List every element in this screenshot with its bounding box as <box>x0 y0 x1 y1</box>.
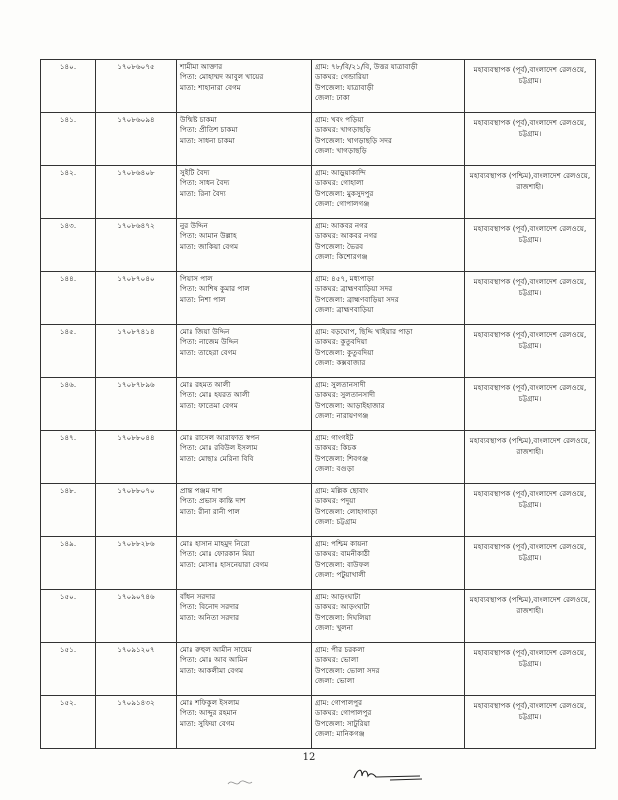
posting-cell <box>465 60 596 113</box>
address-district: জেলা: ঢাকা <box>315 93 350 103</box>
address-cell <box>312 431 465 484</box>
address-cell <box>312 537 465 590</box>
address-post-office: ডাকঘর: সুলতানসাদী <box>315 390 376 400</box>
posting-office: মহাব্যবস্থাপক (পূর্ব),বাংলাদেশ রেলওয়ে, চট্টগ্রাম। <box>473 277 587 297</box>
serial-number: ১৪৮. <box>59 486 77 495</box>
address-cell <box>312 113 465 166</box>
roll-cell <box>96 219 177 272</box>
posting-cell <box>465 537 596 590</box>
address-post-office: ডাকঘর: আকবর নগর <box>315 231 378 241</box>
candidate-name: উন্মিষ্ট চাকমা <box>180 115 217 124</box>
table-row <box>41 484 596 537</box>
name-cell <box>177 643 312 696</box>
mother-name: মাতা: রীনা রানী পাল <box>180 506 240 516</box>
address-village: গ্রাম: বড়ঘোপ, ছিদ্দি খাইয়ার পাড়া <box>315 327 413 336</box>
posting-office: মহাব্যবস্থাপক (পশ্চিম),বাংলাদেশ রেলওয়ে, রাজশাহী। <box>469 595 591 615</box>
address-upazila: উপজেলা: ভোলা সদর <box>315 665 380 675</box>
address-district: জেলা: ব্রাহ্মণবাড়িয়া <box>315 305 374 315</box>
father-name: পিতা: মোঃ আব আমিন <box>180 655 248 665</box>
address-cell <box>312 60 465 113</box>
mother-name: মাতা: মোছাঃ মেরিনা বিবি <box>180 453 254 463</box>
address-upazila: উপজেলা: সাটুরিয়া <box>315 718 371 728</box>
roll-number: ১৭০৯১২০৭ <box>117 645 155 654</box>
candidate-table <box>40 59 596 749</box>
name-cell <box>177 431 312 484</box>
address-village: গ্রাম: গাংগইট <box>315 433 354 442</box>
table-row <box>41 378 596 431</box>
father-name: পিতা: মোঃ রবিউল ইসলাম <box>180 443 258 453</box>
name-cell <box>177 484 312 537</box>
address-post-office: ডাকঘর: পদুয়া <box>315 496 356 506</box>
address-post-office: ডাকঘর: কিচক <box>315 443 357 453</box>
candidate-name: পিয়াস পাল <box>180 274 213 283</box>
roll-cell <box>96 113 177 166</box>
serial-number: ১৪৪. <box>59 274 77 283</box>
posting-office: মহাব্যবস্থাপক (পূর্ব),বাংলাদেশ রেলওয়ে, চট্টগ্রাম। <box>473 542 587 562</box>
roll-number: ১৭০৮৭৪১৪ <box>117 327 155 336</box>
posting-office: মহাব্যবস্থাপক (পূর্ব),বাংলাদেশ রেলওয়ে, চট্টগ্রাম। <box>473 65 587 85</box>
address-post-office: ডাকঘর: গোপালপুর <box>315 708 372 718</box>
address-village: গ্রাম: আড়ুয়াকান্দি <box>315 168 366 177</box>
serial-cell <box>41 166 96 219</box>
address-district: জেলা: খুলনা <box>315 623 353 633</box>
address-district: জেলা: চট্টগ্রাম <box>315 517 357 527</box>
posting-cell <box>465 166 596 219</box>
serial-number: ১৫০. <box>59 592 77 601</box>
roll-number: ১৭০৮৬৪০৮ <box>117 168 155 177</box>
name-cell <box>177 272 312 325</box>
serial-cell <box>41 590 96 643</box>
roll-cell <box>96 643 177 696</box>
roll-number: ১৭০৮৭০৪০ <box>117 274 155 283</box>
address-village: গ্রাম: গোপালপুর <box>315 698 363 707</box>
roll-number: ১৭০৮৮০৪৪ <box>117 433 155 442</box>
address-post-office: ডাকঘর: বামনীকাঠী <box>315 549 370 559</box>
father-name: পিতা: আমান উল্লাহ <box>180 231 237 241</box>
candidate-name: মোঃ রাসেল আরাফাত স্বপন <box>180 433 260 442</box>
posting-office: মহাব্যবস্থাপক (পূর্ব),বাংলাদেশ রেলওয়ে, চট্টগ্রাম। <box>473 701 587 721</box>
address-cell <box>312 378 465 431</box>
mother-name: মাতা: সুফিয়া বেগম <box>180 718 235 728</box>
ink-smudge <box>226 776 254 790</box>
table-row <box>41 166 596 219</box>
table-row <box>41 537 596 590</box>
father-name: পিতা: আব্দুর রহমান <box>180 708 237 718</box>
posting-office: মহাব্যবস্থাপক (পূর্ব),বাংলাদেশ রেলওয়ে, চট্টগ্রাম। <box>473 330 587 350</box>
serial-cell <box>41 431 96 484</box>
address-post-office: ডাকঘর: গোহালা <box>315 178 364 188</box>
mother-name: মাতা: শাহানারা বেগম <box>180 82 241 92</box>
address-district: জেলা: মানিকগঞ্জ <box>315 729 365 739</box>
table-row <box>41 219 596 272</box>
roll-cell <box>96 431 177 484</box>
page-number: 12 <box>302 752 316 763</box>
name-cell <box>177 60 312 113</box>
address-village: গ্রাম: পশ্চিম কায়না <box>315 539 368 548</box>
roll-number: ১৭০৮৬৪৭২ <box>117 221 155 230</box>
serial-number: ১৪৩. <box>59 221 77 230</box>
address-upazila: উপজেলা: যাত্রাবাড়ী <box>315 82 374 92</box>
father-name: পিতা: প্রীতিশ চাকমা <box>180 125 238 135</box>
father-name: পিতা: মোঃ ফোরকান মিয়া <box>180 549 255 559</box>
posting-cell <box>465 325 596 378</box>
mother-name: মাতা: রিনা বৈদ্য <box>180 188 226 198</box>
table-row <box>41 113 596 166</box>
father-name: পিতা: মোহাম্মদ আবুল খায়ের <box>180 72 264 82</box>
posting-cell <box>465 696 596 749</box>
address-post-office: ডাকঘর: গেন্ডারিয়া <box>315 72 369 82</box>
address-cell <box>312 484 465 537</box>
mother-name: মাতা: অনিতা সরদার <box>180 612 240 622</box>
name-cell <box>177 325 312 378</box>
address-village: গ্রাম: আকবর নগর <box>315 221 368 230</box>
father-name: পিতা: প্রভাস কান্তি দাশ <box>180 496 246 506</box>
mother-name: মাতা: ফাতেমা বেগম <box>180 400 238 410</box>
address-village: গ্রাম: পীর চরকলা <box>315 645 365 654</box>
candidate-name: মোঃ হাসান মাহমুদ নিরো <box>180 539 250 548</box>
posting-office: মহাব্যবস্থাপক (পূর্ব),বাংলাদেশ রেলওয়ে, চট্টগ্রাম। <box>473 118 587 138</box>
address-upazila: উপজেলা: শিবগঞ্জ <box>315 453 369 463</box>
address-upazila: উপজেলা: খাগড়াছড়ি সদর <box>315 135 392 145</box>
posting-cell <box>465 643 596 696</box>
address-post-office: ডাকঘর: ভোলা <box>315 655 359 665</box>
name-cell <box>177 537 312 590</box>
roll-cell <box>96 272 177 325</box>
candidate-table-body <box>41 60 596 749</box>
address-post-office: ডাকঘর: ব্রাহ্মণবাড়িয়া সদর <box>315 284 393 294</box>
roll-number: ১৭০৯০৭৪৬ <box>117 592 155 601</box>
serial-cell <box>41 325 96 378</box>
roll-number: ১৭০৮৬০৭৫ <box>117 62 155 71</box>
father-name: পিতা: সাধন বৈদ্য <box>180 178 230 188</box>
candidate-name: মোঃ জিয়া উদ্দিন <box>180 327 230 336</box>
roll-cell <box>96 325 177 378</box>
serial-number: ১৪৫. <box>59 327 77 336</box>
address-post-office: ডাকঘর: খাগড়াছড়ি <box>315 125 371 135</box>
posting-office: মহাব্যবস্থাপক (পূর্ব),বাংলাদেশ রেলওয়ে, চট্টগ্রাম। <box>473 489 587 509</box>
address-district: জেলা: নারায়ণগঞ্জ <box>315 411 369 421</box>
address-district: জেলা: বগুড়া <box>315 464 355 474</box>
address-district: জেলা: কক্সবাজার <box>315 358 366 368</box>
candidate-name: মোঃ রুহুল আমীন সায়েম <box>180 645 252 654</box>
roll-number: ১৭০৮৬০৯৪ <box>117 115 155 124</box>
serial-number: ১৫২. <box>59 698 77 707</box>
father-name: পিতা: মোঃ হযরত আলী <box>180 390 250 400</box>
address-village: গ্রাম: আড়ংঘাটা <box>315 592 361 601</box>
roll-cell <box>96 378 177 431</box>
name-cell <box>177 696 312 749</box>
table-row <box>41 696 596 749</box>
posting-cell <box>465 484 596 537</box>
posting-office: মহাব্যবস্থাপক (পশ্চিম),বাংলাদেশ রেলওয়ে, রাজশাহী। <box>469 436 591 456</box>
mother-name: মাতা: নিশা পাল <box>180 294 226 304</box>
address-village: গ্রাম: ৪৫৭, মধ্যপাড়া <box>315 274 375 283</box>
roll-cell <box>96 166 177 219</box>
address-post-office: ডাকঘর: আড়ংঘাটা <box>315 602 370 612</box>
serial-number: ১৪৬. <box>59 380 77 389</box>
table-row <box>41 325 596 378</box>
roll-cell <box>96 484 177 537</box>
address-village: গ্রাম: মল্লিক ছোবাং <box>315 486 369 495</box>
serial-number: ১৪২. <box>59 168 77 177</box>
serial-number: ১৪০. <box>59 62 77 71</box>
roll-cell <box>96 590 177 643</box>
roll-cell <box>96 537 177 590</box>
roll-cell <box>96 696 177 749</box>
posting-office: মহাব্যবস্থাপক (পূর্ব),বাংলাদেশ রেলওয়ে, চট্টগ্রাম। <box>473 224 587 244</box>
father-name: পিতা: বিনোদ সরদার <box>180 602 240 612</box>
table-row <box>41 643 596 696</box>
address-village: গ্রাম: খবং পড়িয়া <box>315 115 364 124</box>
posting-cell <box>465 590 596 643</box>
serial-number: ১৫১. <box>59 645 77 654</box>
serial-cell <box>41 272 96 325</box>
address-upazila: উপজেলা: দিঘলিয়া <box>315 612 371 622</box>
name-cell <box>177 113 312 166</box>
mother-name: মাতা: আকলীমা বেগম <box>180 665 244 675</box>
serial-cell <box>41 219 96 272</box>
table-row <box>41 590 596 643</box>
table-row <box>41 431 596 484</box>
serial-cell <box>41 484 96 537</box>
address-cell <box>312 696 465 749</box>
posting-cell <box>465 378 596 431</box>
address-cell <box>312 219 465 272</box>
posting-office: মহাব্যবস্থাপক (পূর্ব),বাংলাদেশ রেলওয়ে, চট্টগ্রাম। <box>473 648 587 668</box>
address-upazila: উপজেলা: লোহাগাড়া <box>315 506 378 516</box>
address-district: জেলা: খাগড়াছড়ি <box>315 146 367 156</box>
name-cell <box>177 378 312 431</box>
name-cell <box>177 590 312 643</box>
candidate-name: নুর উদ্দিন <box>180 221 208 230</box>
serial-cell <box>41 537 96 590</box>
address-cell <box>312 590 465 643</box>
serial-cell <box>41 60 96 113</box>
roll-number: ১৭০৮৭৮৯৬ <box>117 380 155 389</box>
posting-office: মহাব্যবস্থাপক (পূর্ব),বাংলাদেশ রেলওয়ে, চট্টগ্রাম। <box>473 383 587 403</box>
roll-number: ১৭০৮৮২৮৬ <box>117 539 155 548</box>
serial-cell <box>41 643 96 696</box>
candidate-name: সুইটি বৈদ্য <box>180 168 210 177</box>
address-district: জেলা: পটুয়াখালী <box>315 570 366 580</box>
serial-number: ১৪৭. <box>59 433 77 442</box>
roll-cell <box>96 60 177 113</box>
address-cell <box>312 166 465 219</box>
posting-cell <box>465 431 596 484</box>
mother-name: মাতা: মোসাঃ হাসনেয়ারা বেগম <box>180 559 269 569</box>
address-upazila: উপজেলা: ভৈরব <box>315 241 364 251</box>
address-upazila: উপজেলা: ব্রাহ্মণবাড়িয়া সদর <box>315 294 399 304</box>
address-district: জেলা: গোপালগঞ্জ <box>315 199 370 209</box>
address-post-office: ডাকঘর: কুতুবদিয়া <box>315 337 368 347</box>
mother-name: মাতা: তাহেরা বেগম <box>180 347 237 357</box>
name-cell <box>177 166 312 219</box>
serial-cell <box>41 696 96 749</box>
roll-number: ১৭০৯১৪৩২ <box>117 698 155 707</box>
address-upazila: উপজেলা: বাউফল <box>315 559 370 569</box>
father-name: পিতা: আশিষ কুমার পাল <box>180 284 250 294</box>
address-district: জেলা: কিশোরগঞ্জ <box>315 252 368 262</box>
candidate-name: প্রান্ত পঞ্জম দাশ <box>180 486 223 495</box>
posting-cell <box>465 113 596 166</box>
candidate-name: মোঃ শফিকুল ইসলাম <box>180 698 240 707</box>
address-upazila: উপজেলা: আড়াইহাজার <box>315 400 385 410</box>
posting-office: মহাব্যবস্থাপক (পশ্চিম),বাংলাদেশ রেলওয়ে, রাজশাহী। <box>469 171 591 191</box>
name-cell <box>177 219 312 272</box>
address-district: জেলা: ভোলা <box>315 676 355 686</box>
address-village: গ্রাম: সুলতানসাদী <box>315 380 366 389</box>
address-upazila: উপজেলা: কুতুবদিয়া <box>315 347 374 357</box>
table-row <box>41 60 596 113</box>
address-cell <box>312 272 465 325</box>
posting-cell <box>465 219 596 272</box>
address-village: গ্রাম: ৭৮/বি/২১/বি, উত্তর যাত্রাবাড়ী <box>315 62 418 71</box>
address-cell <box>312 643 465 696</box>
mother-name: মাতা: সাধনা চাকমা <box>180 135 235 145</box>
table-row <box>41 272 596 325</box>
address-cell <box>312 325 465 378</box>
candidate-name: মোঃ রহমত আলী <box>180 380 231 389</box>
signature-mark <box>350 764 430 784</box>
candidate-name: শামীমা আক্তার <box>180 62 223 71</box>
serial-cell <box>41 113 96 166</box>
serial-number: ১৪৯. <box>59 539 77 548</box>
serial-number: ১৪১. <box>59 115 77 124</box>
roll-number: ১৭০৮৮০৭০ <box>117 486 155 495</box>
address-upazila: উপজেলা: মুকসুদপুর <box>315 188 374 198</box>
posting-cell <box>465 272 596 325</box>
candidate-name: বাঁধন সরদার <box>180 592 216 601</box>
mother-name: মাতা: জাকিয়া বেগম <box>180 241 239 251</box>
father-name: পিতা: নাজেম উদ্দিন <box>180 337 239 347</box>
serial-cell <box>41 378 96 431</box>
